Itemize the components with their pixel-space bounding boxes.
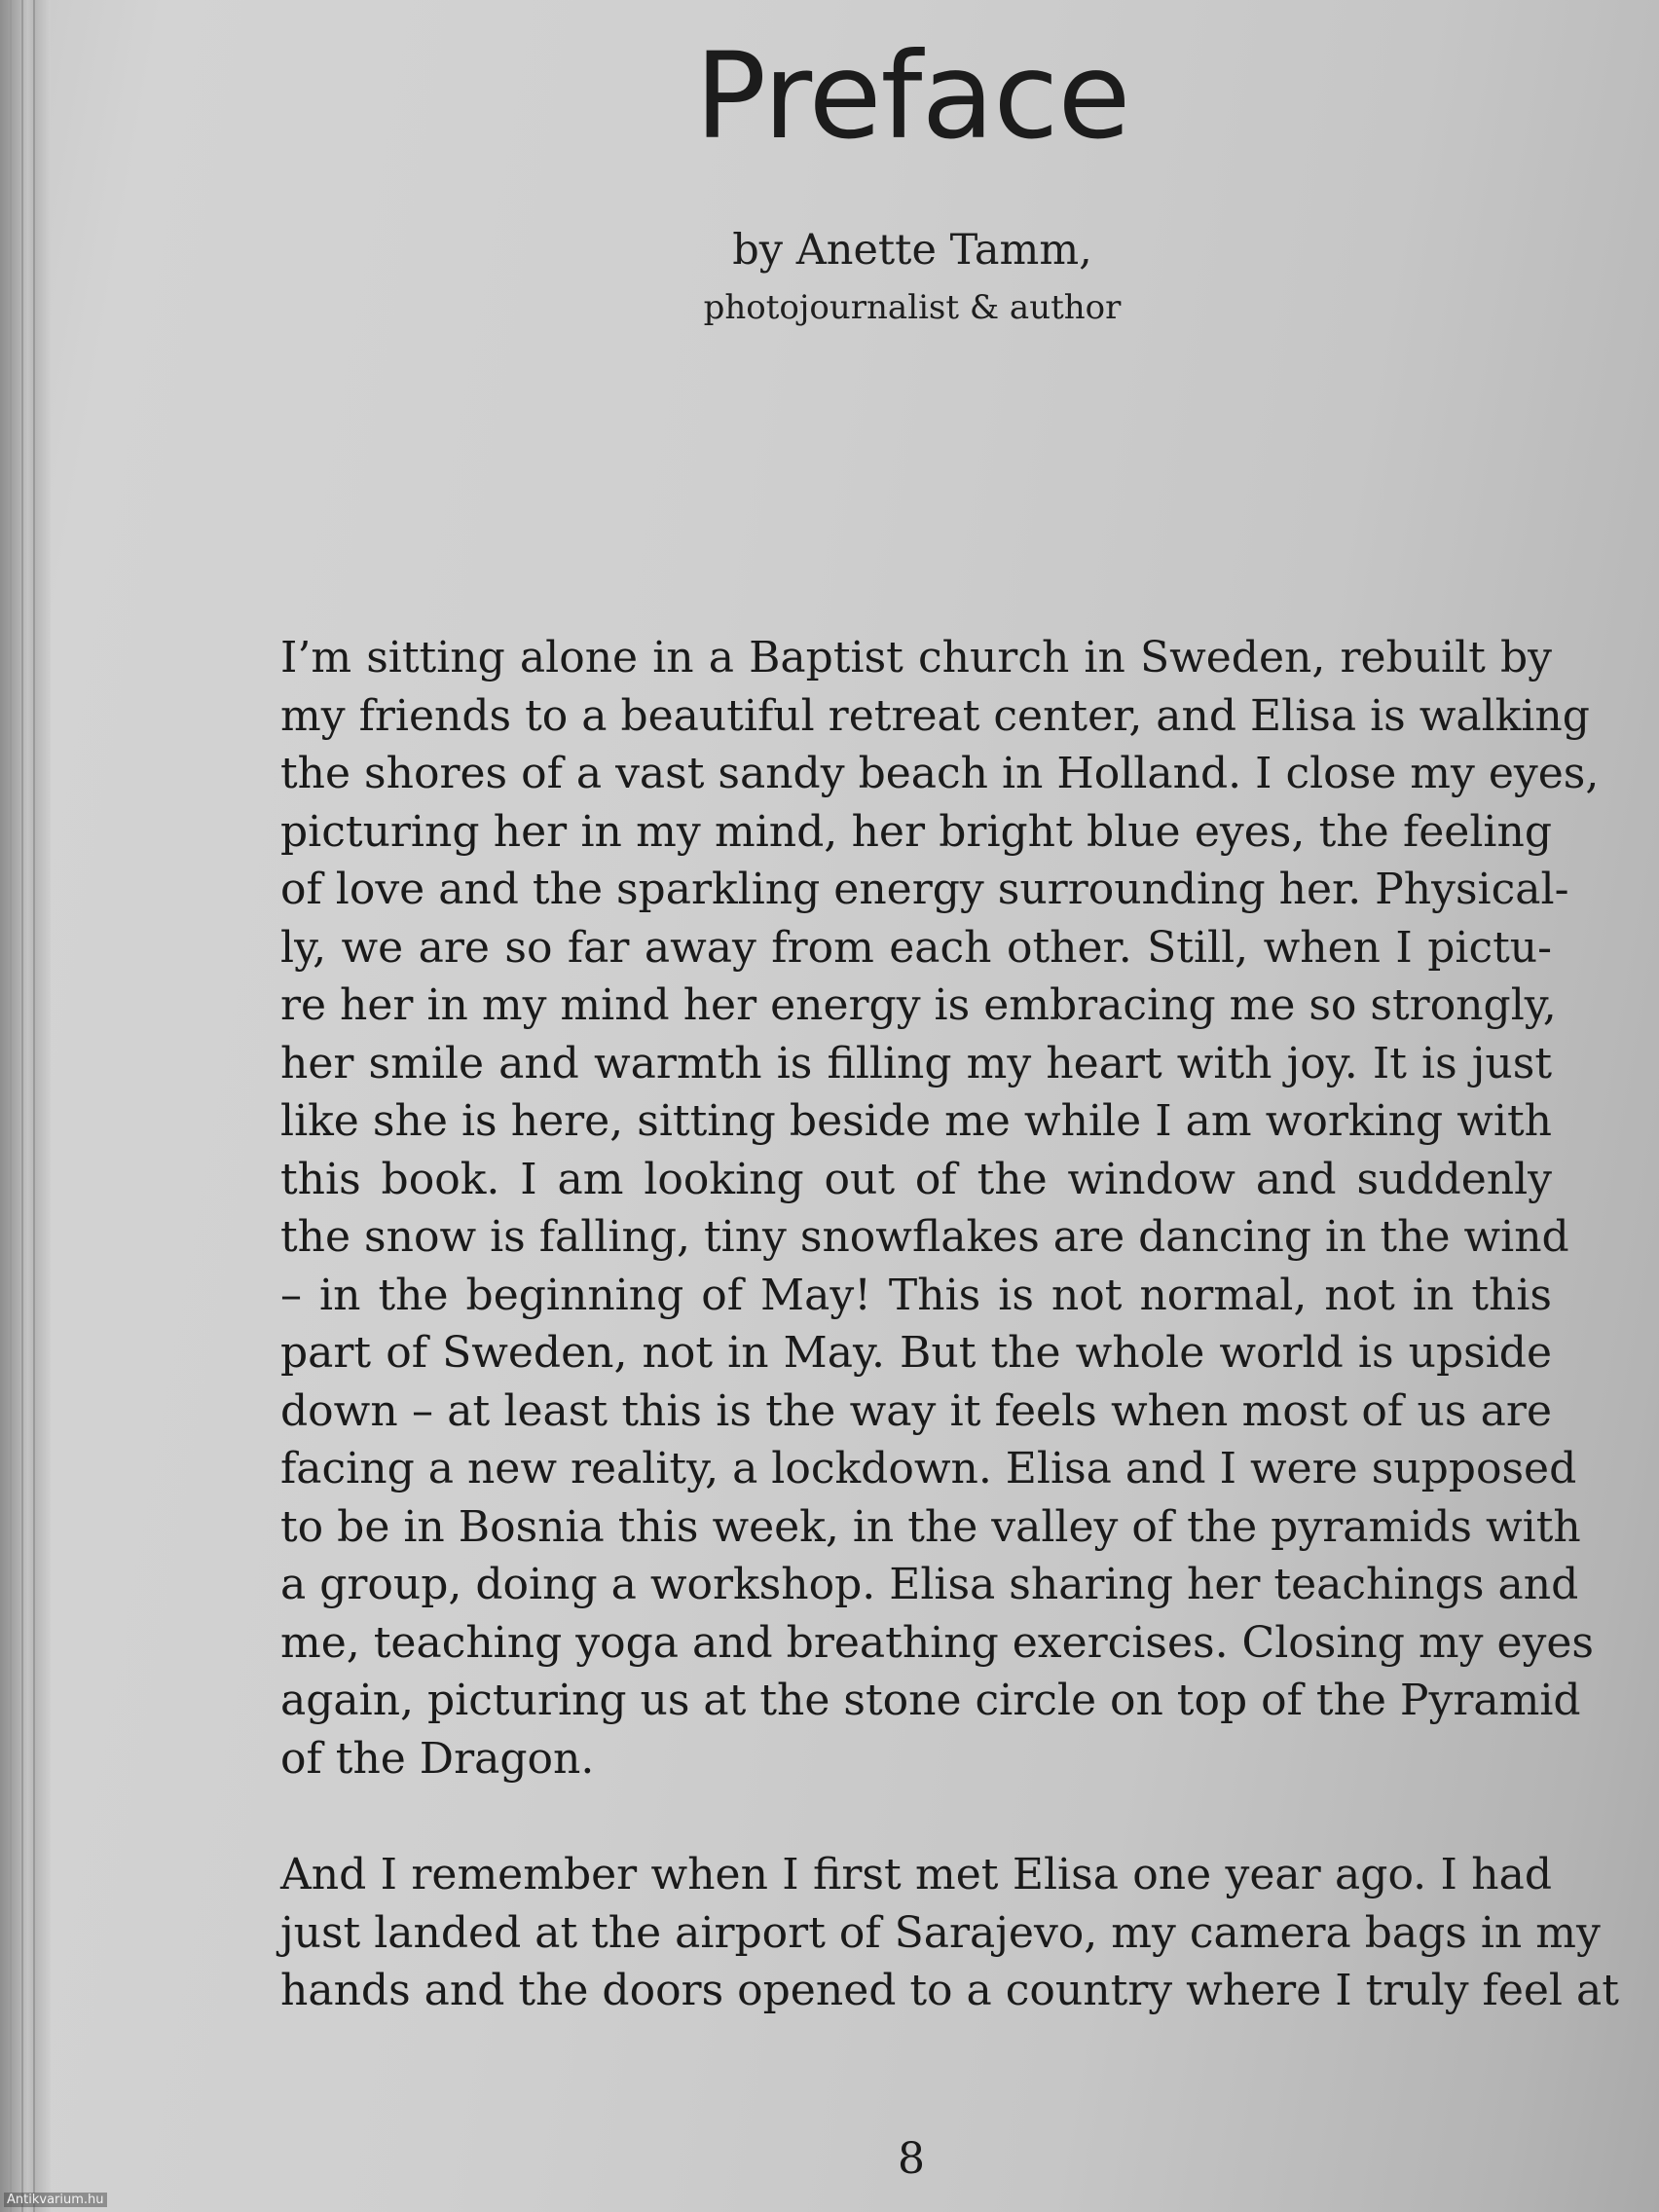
text-line: down – at least this is the way it feels when most of us are bbox=[280, 1385, 1552, 1436]
watermark: Antikvarium.hu bbox=[4, 2193, 107, 2207]
text-line: And I remember when I first met Elisa one year ago. I had bbox=[280, 1850, 1552, 1899]
text-line: again, picturing us at the stone circle on top of the Pyramid bbox=[280, 1676, 1581, 1725]
author-role: photojournalist & author bbox=[703, 288, 1122, 327]
text-line: ly, we are so far away from each other. Still, when I pictu- bbox=[280, 922, 1552, 973]
page-stack-edge bbox=[0, 0, 51, 2212]
text-line: the shores of a vast sandy beach in Holland. I close my eyes, bbox=[280, 749, 1600, 798]
preface-body bbox=[280, 629, 1619, 2020]
text-line: of the Dragon. bbox=[280, 1733, 595, 1784]
text-line: like she is here, sitting beside me while I am working with bbox=[280, 1096, 1552, 1146]
text-line: my friends to a beautiful retreat center, and Elisa is walking bbox=[280, 690, 1590, 741]
text-line: facing a new reality, a lockdown. Elisa and I were supposed bbox=[280, 1444, 1577, 1493]
page-title: Preface bbox=[694, 27, 1130, 166]
paragraph-1 bbox=[280, 629, 1600, 1788]
text-line: hands and the doors opened to a country where I truly feel at bbox=[280, 1966, 1619, 2015]
author-byline: by Anette Tamm, bbox=[732, 226, 1092, 275]
text-line: part of Sweden, not in May. But the whole world is upside bbox=[280, 1328, 1552, 1378]
page-number: 8 bbox=[898, 2134, 925, 2184]
paragraph-2 bbox=[280, 1846, 1619, 2020]
text-line: just landed at the airport of Sarajevo, my camera bags in my bbox=[280, 1907, 1601, 1958]
text-line: her smile and warmth is filling my heart with joy. It is just bbox=[280, 1038, 1552, 1088]
text-line: a group, doing a workshop. Elisa sharing her teachings and bbox=[280, 1560, 1579, 1609]
text-line: – in the beginning of May! This is not normal, not in this bbox=[280, 1270, 1552, 1320]
text-line: re her in my mind her energy is embracing me so strongly, bbox=[280, 980, 1557, 1030]
paragraph-gap bbox=[280, 1788, 1552, 1846]
page-edge-line bbox=[33, 0, 35, 2212]
text-line: this book. I am looking out of the window and suddenly bbox=[280, 1154, 1552, 1204]
text-line: of love and the sparkling energy surrounding her. Physical- bbox=[280, 865, 1569, 914]
text-line: I’m sitting alone in a Baptist church in Sweden, rebuilt by bbox=[280, 633, 1552, 682]
page-edge-line bbox=[21, 0, 23, 2212]
text-line: me, teaching yoga and breathing exercises. Closing my eyes bbox=[280, 1617, 1595, 1668]
page-edge-line bbox=[10, 0, 12, 2212]
text-line: to be in Bosnia this week, in the valley of the pyramids with bbox=[280, 1501, 1581, 1552]
text-line: the snow is falling, tiny snowflakes are dancing in the wind bbox=[280, 1212, 1569, 1262]
text-line: picturing her in my mind, her bright blue eyes, the feeling bbox=[280, 806, 1552, 857]
